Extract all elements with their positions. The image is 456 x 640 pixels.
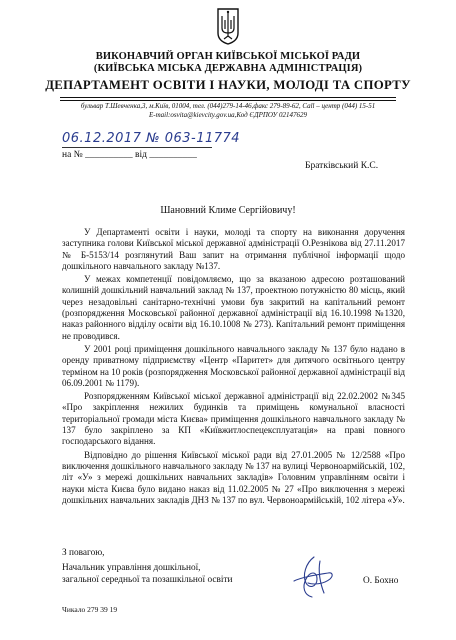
- signer-title-line1: Начальник управління дошкільної,: [62, 563, 201, 573]
- handwritten-registration: 06.12.2017 № 063-11774: [62, 131, 241, 146]
- body-paragraph: Розпорядженням Київської міської державної адміністрації від 22.02.2002 №345 «Про закріплення нежилих будинків та приміщень комунальної власності територіальної громади міста Києва» приміщення дошкільного навчального закладу № 137 було закріплено за КП «Київжитлоспецексплуатація» на праві повного господарського відання.: [62, 391, 405, 447]
- department-address: бульвар Т.Шевченка,3, м.Київ, 01004, тел. (044)279-14-46,факс 279-89-62, Call – центр (044) 15-51: [80, 102, 376, 110]
- signer-title-line2: загальної середньої та позашкільної освіти: [62, 574, 233, 585]
- department-contacts: E-mail:osvita@kievcity.gov.ua,Код ЄДРПОУ 02147629: [148, 111, 308, 119]
- signer-title: [62, 563, 233, 586]
- letter-body: [62, 227, 405, 508]
- trident-emblem-icon: [215, 6, 241, 46]
- body-paragraph: У Департаменті освіти і науки, молоді та спорту на виконання доручення заступника голови Київської міської державної адміністрації О.Резнікова від 27.11.2017 № Б-5153/14 розглянутий Ваш запит на отримання публічної інформації щодо дошкільного навчального закладу №137.: [62, 227, 405, 271]
- closing-phrase: З повагою,: [62, 548, 105, 558]
- org-name-line1: ВИКОНАВЧИЙ ОРГАН КИЇВСЬКОЇ МІСЬКОЇ РАДИ: [95, 51, 361, 62]
- department-name: ДЕПАРТАМЕНТ ОСВІТИ І НАУКИ, МОЛОДІ ТА СПОРТУ: [45, 78, 411, 92]
- registration-underline: [62, 147, 212, 148]
- body-paragraph: У межах компетенції повідомляємо, що за вказаною адресою розташований колишній дошкільний навчальний заклад № 137, проектною потужністю 80 місць, який через незадовільні санітарно-технічні умови був закритий на капітальний ремонт (розпорядження Московської районної державної адміністрації від 16.10.1998 №1320, наказ районного відділу освіти від 16.10.1008 № 273). Капітальний ремонт приміщення не проводився.: [62, 274, 405, 341]
- executor-info: Чикало 279 39 19: [62, 605, 118, 614]
- body-paragraph: Відповідно до рішення Київської міської ради від 27.01.2005 № 12/2588 «Про виключення дошкільного навчального закладу № 137 на вулиці Червоноармійській, 102, літ «У» з мережі дошкільних навчальних закладів» Головним управлінням освіти і науки міста Києва було видано наказ від 11.02.2005 № 27 «Про виключення з мережі дошкільних навчальних закладів ДНЗ № 137 по вул. Червоноармійській, 102 літера «У».: [62, 449, 405, 505]
- body-paragraph: У 2001 році приміщення дошкільного навчального закладу № 137 було надано в оренду приватному підприємству «Центр «Паритет» для дитячого освітнього центру терміном на 10 років (розпорядження Московської районної державної адміністрації від 06.09.2001 № 1179).: [62, 343, 405, 388]
- reply-reference-line: на № __________ від __________: [62, 150, 197, 160]
- signer-name: О. Бохно: [363, 576, 399, 586]
- handwritten-signature: [284, 553, 340, 601]
- header-rule-thin: [60, 100, 396, 101]
- salutation: Шановний Климе Сергійовичу!: [160, 205, 296, 216]
- header-rule-thick: [60, 97, 396, 98]
- org-name-line2: (КИЇВСЬКА МІСЬКА ДЕРЖАВНА АДМІНІСТРАЦІЯ): [93, 63, 363, 74]
- recipient-name: Братківський К.С.: [305, 161, 379, 171]
